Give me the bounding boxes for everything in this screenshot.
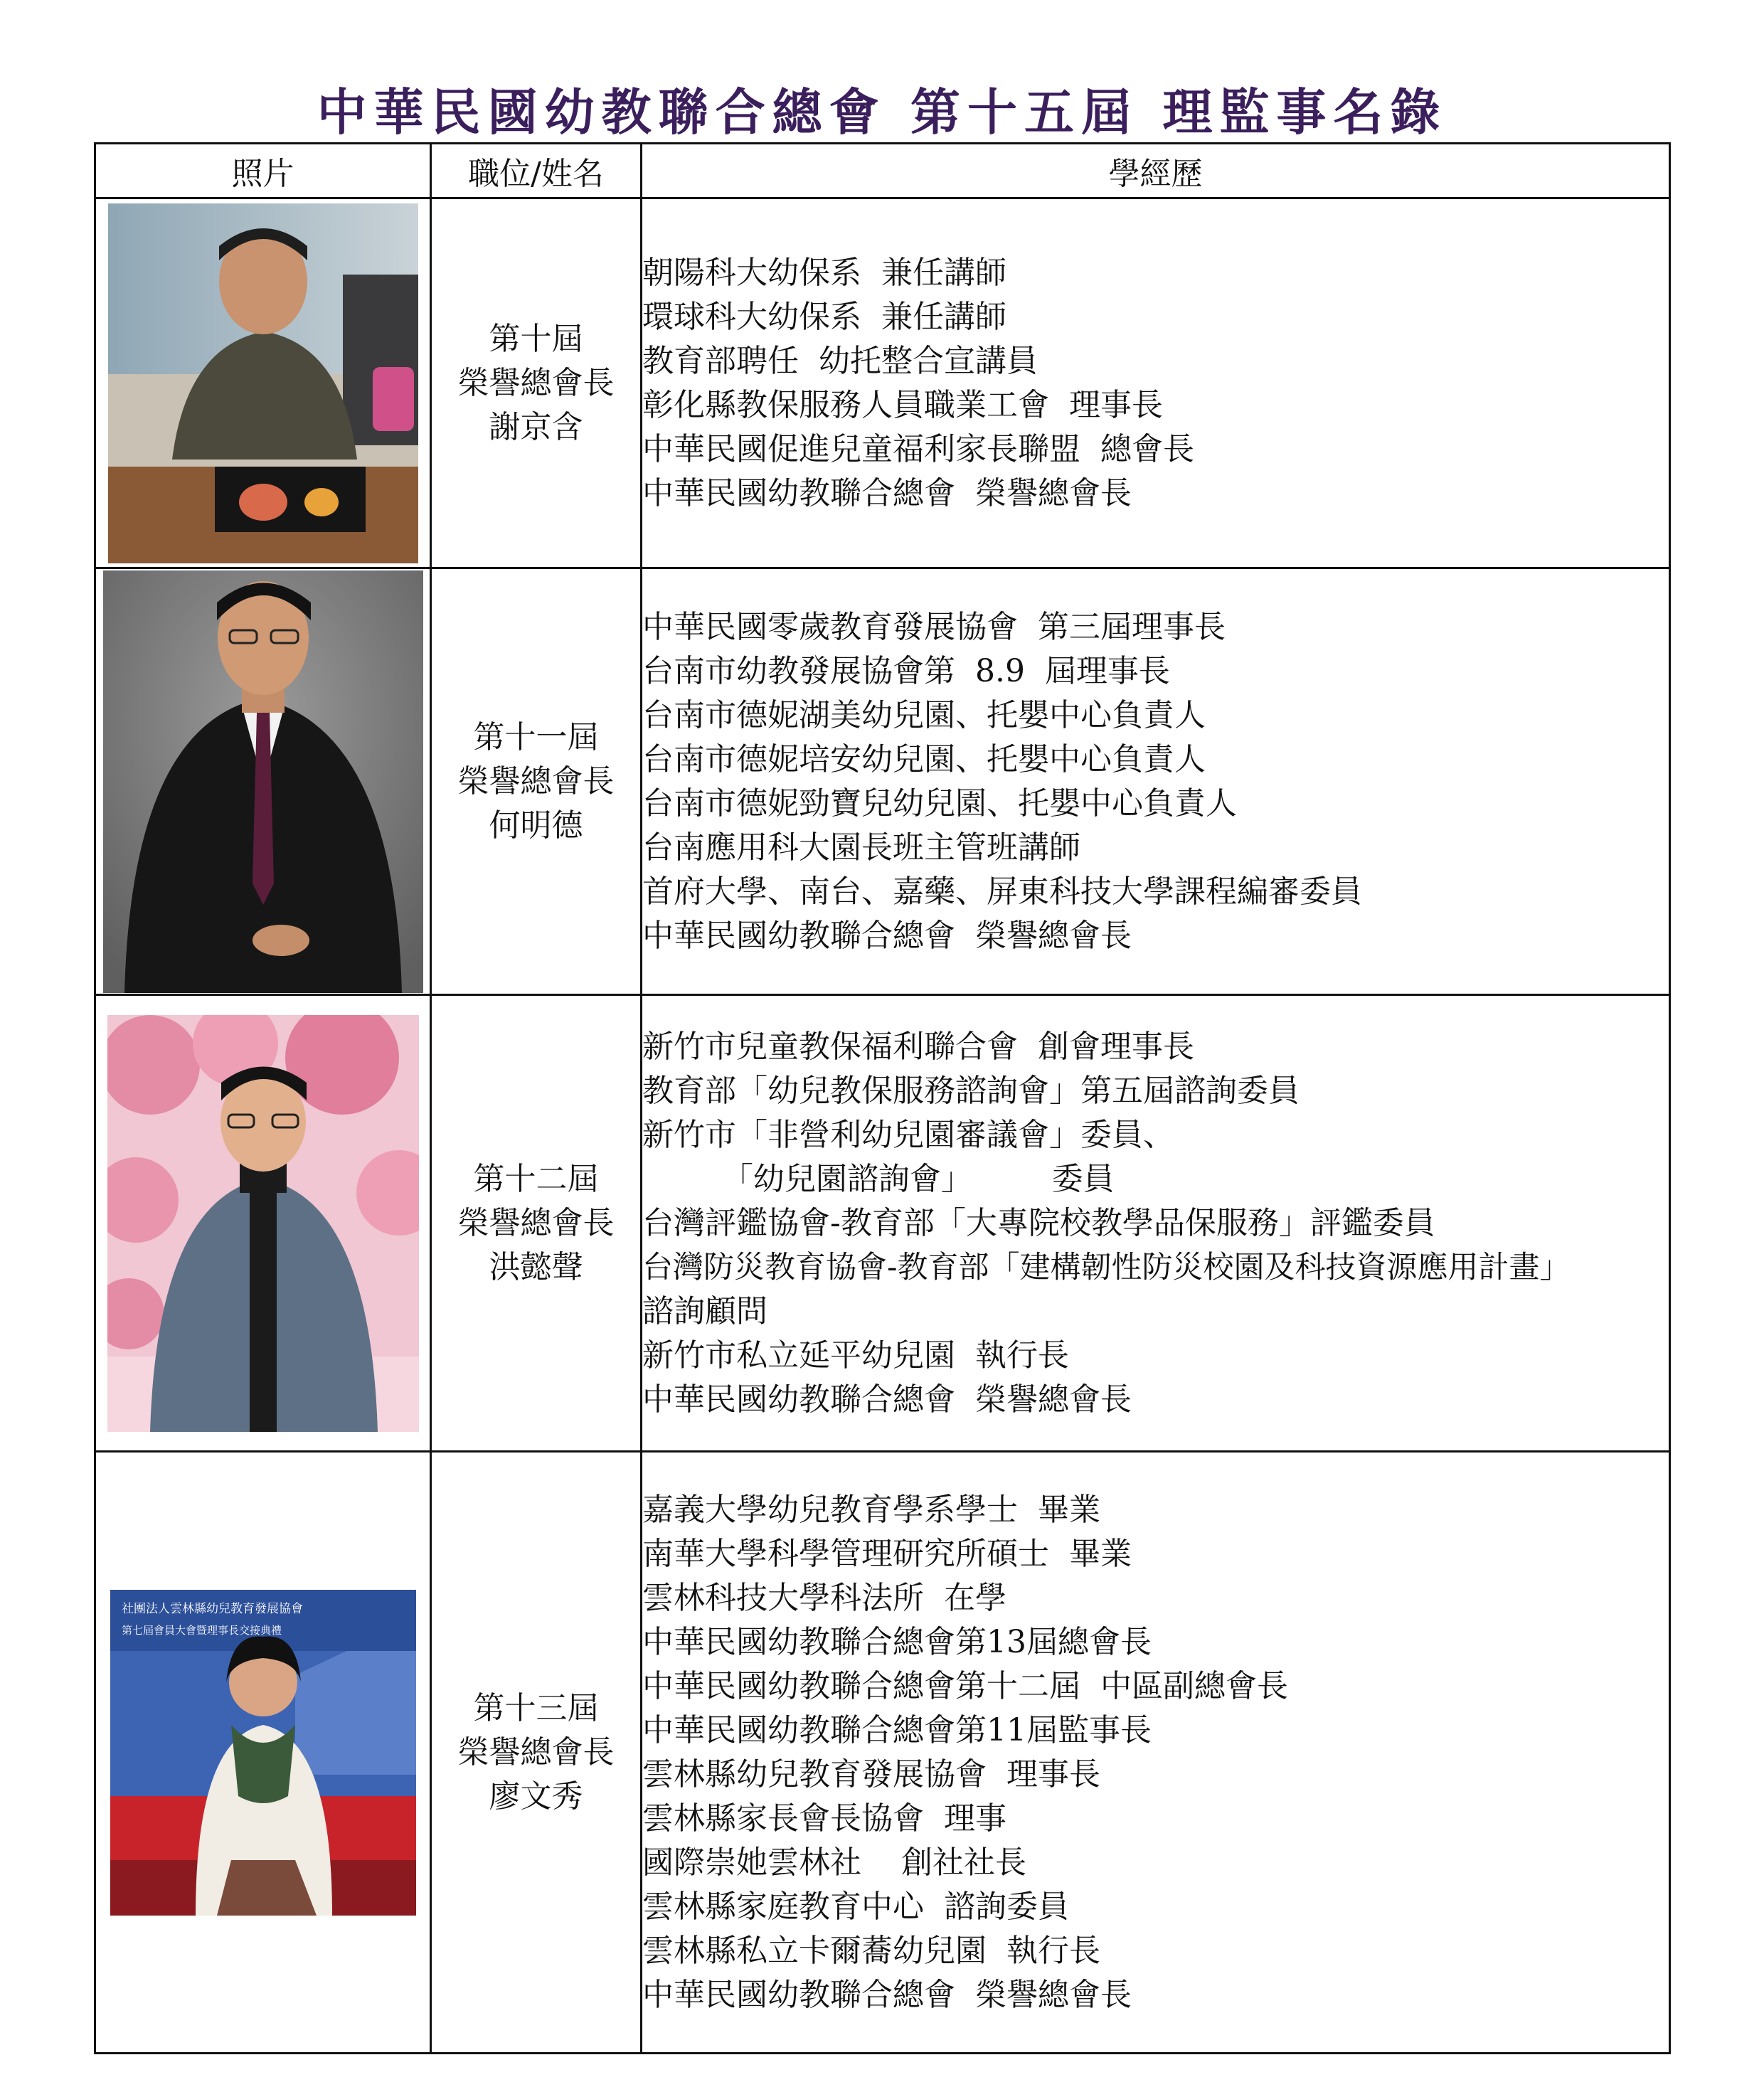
bio-line: 中華民國幼教聯合總會第11屆監事長 bbox=[642, 1711, 1152, 1748]
role-cell bbox=[431, 995, 642, 1452]
bio-line: 中華民國幼教聯合總會 榮譽總會長 bbox=[642, 474, 1132, 511]
bio-line: 台南應用科大園長班主管班講師 bbox=[642, 829, 1080, 866]
bio-line: 雲林縣家長會長協會 理事 bbox=[642, 1800, 1006, 1837]
page-title: 中華民國幼教聯合總會 第十五屆 理監事名錄 bbox=[317, 83, 1447, 142]
header-photo: 照片 bbox=[95, 144, 431, 198]
member-name: 何明德 bbox=[489, 807, 583, 844]
bio-line: 國際崇她雲林社 創社社長 bbox=[642, 1844, 1026, 1881]
bio-line: 中華民國幼教聯合總會第13屆總會長 bbox=[642, 1623, 1152, 1660]
bio-line: 中華民國幼教聯合總會第十二屆 中區副總會長 bbox=[642, 1667, 1288, 1704]
bio-line: 台灣防災教育協會-教育部「建構韌性防災校園及科技資源應用計畫」 bbox=[642, 1249, 1571, 1285]
bio-line: 雲林縣私立卡爾蕎幼兒園 執行長 bbox=[642, 1932, 1100, 1969]
bio-line: 教育部聘任 幼托整合宣講員 bbox=[642, 342, 1038, 379]
bio-line: 「幼兒園諮詢會」 委員 bbox=[642, 1160, 1115, 1197]
bio-line: 首府大學、南台、嘉藥、屏東科技大學課程編審委員 bbox=[642, 873, 1362, 910]
bio-line: 台南市德妮培安幼兒園、托嬰中心負責人 bbox=[642, 740, 1206, 777]
bio-line: 朝陽科大幼保系 兼任講師 bbox=[642, 254, 1006, 291]
role-cell bbox=[431, 198, 642, 568]
bio-line: 中華民國幼教聯合總會 榮譽總會長 bbox=[642, 917, 1132, 954]
bio-line: 南華大學科學管理研究所碩士 畢業 bbox=[642, 1535, 1132, 1572]
photo-cell bbox=[95, 568, 431, 995]
role-cell bbox=[431, 568, 642, 995]
member-position: 榮譽總會長 bbox=[457, 763, 615, 800]
member-term: 第十一屆 bbox=[473, 718, 599, 755]
bio-line: 環球科大幼保系 兼任講師 bbox=[642, 298, 1006, 335]
bio-line: 中華民國幼教聯合總會 榮譽總會長 bbox=[642, 1976, 1132, 2013]
member-name: 謝京含 bbox=[489, 408, 583, 445]
member-photo bbox=[110, 1590, 416, 1916]
bio-line: 雲林科技大學科法所 在學 bbox=[642, 1579, 1006, 1616]
photo-cell bbox=[95, 995, 431, 1452]
bio-line: 中華民國促進兒童福利家長聯盟 總會長 bbox=[642, 430, 1194, 467]
header-bio: 學經歷 bbox=[642, 144, 1670, 198]
photo-cell bbox=[95, 1452, 431, 2054]
bio-line: 新竹市兒童教保福利聯合會 創會理事長 bbox=[642, 1028, 1194, 1065]
member-term: 第十二屆 bbox=[473, 1160, 599, 1197]
member-photo bbox=[108, 203, 418, 563]
roster-table bbox=[94, 142, 1671, 2054]
role-cell bbox=[431, 1452, 642, 2054]
member-term: 第十屆 bbox=[489, 320, 583, 357]
member-row bbox=[95, 568, 1670, 995]
member-photo bbox=[103, 570, 423, 993]
bio-cell bbox=[642, 1452, 1670, 2054]
bio-line: 中華民國零歲教育發展協會 第三屆理事長 bbox=[642, 608, 1226, 645]
photo-banner-subtext: 第七屆會員大會暨理事長交接典禮 bbox=[121, 1623, 282, 1637]
header-row bbox=[95, 144, 1670, 198]
bio-line: 中華民國幼教聯合總會 榮譽總會長 bbox=[642, 1381, 1132, 1418]
bio-line: 台灣評鑑協會-教育部「大專院校教學品保服務」評鑑委員 bbox=[642, 1204, 1435, 1241]
member-name: 洪懿聲 bbox=[489, 1248, 583, 1285]
bio-cell bbox=[642, 568, 1670, 995]
member-position: 榮譽總會長 bbox=[457, 364, 615, 401]
bio-line: 台南市幼教發展協會第 8.9 屆理事長 bbox=[642, 652, 1170, 689]
photo-cell bbox=[95, 198, 431, 568]
member-position: 榮譽總會長 bbox=[457, 1204, 615, 1241]
member-term: 第十三屆 bbox=[473, 1689, 599, 1726]
member-name: 廖文秀 bbox=[489, 1778, 583, 1815]
member-row bbox=[95, 995, 1670, 1452]
bio-cell bbox=[642, 198, 1670, 568]
bio-line: 嘉義大學幼兒教育學系學士 畢業 bbox=[642, 1491, 1100, 1528]
bio-line: 台南市德妮湖美幼兒園、托嬰中心負責人 bbox=[642, 696, 1206, 733]
member-photo bbox=[107, 1015, 419, 1432]
bio-line: 新竹市「非營利幼兒園審議會」委員、 bbox=[642, 1116, 1174, 1153]
header-role: 職位/姓名 bbox=[431, 144, 642, 198]
bio-cell bbox=[642, 995, 1670, 1452]
bio-line: 教育部「幼兒教保服務諮詢會」第五屆諮詢委員 bbox=[642, 1072, 1300, 1109]
member-position: 榮譽總會長 bbox=[457, 1733, 615, 1770]
bio-line: 雲林縣幼兒教育發展協會 理事長 bbox=[642, 1756, 1100, 1793]
bio-line: 諮詢顧問 bbox=[642, 1292, 767, 1329]
photo-banner-text: 社團法人雲林縣幼兒教育發展協會 bbox=[121, 1601, 303, 1616]
bio-line: 新竹市私立延平幼兒園 執行長 bbox=[642, 1337, 1069, 1374]
member-row bbox=[95, 198, 1670, 568]
bio-line: 雲林縣家庭教育中心 諮詢委員 bbox=[642, 1888, 1069, 1925]
bio-line: 彰化縣教保服務人員職業工會 理事長 bbox=[642, 386, 1163, 423]
member-row bbox=[95, 1452, 1670, 2054]
bio-line: 台南市德妮勁寶兒幼兒園、托嬰中心負責人 bbox=[642, 785, 1237, 822]
